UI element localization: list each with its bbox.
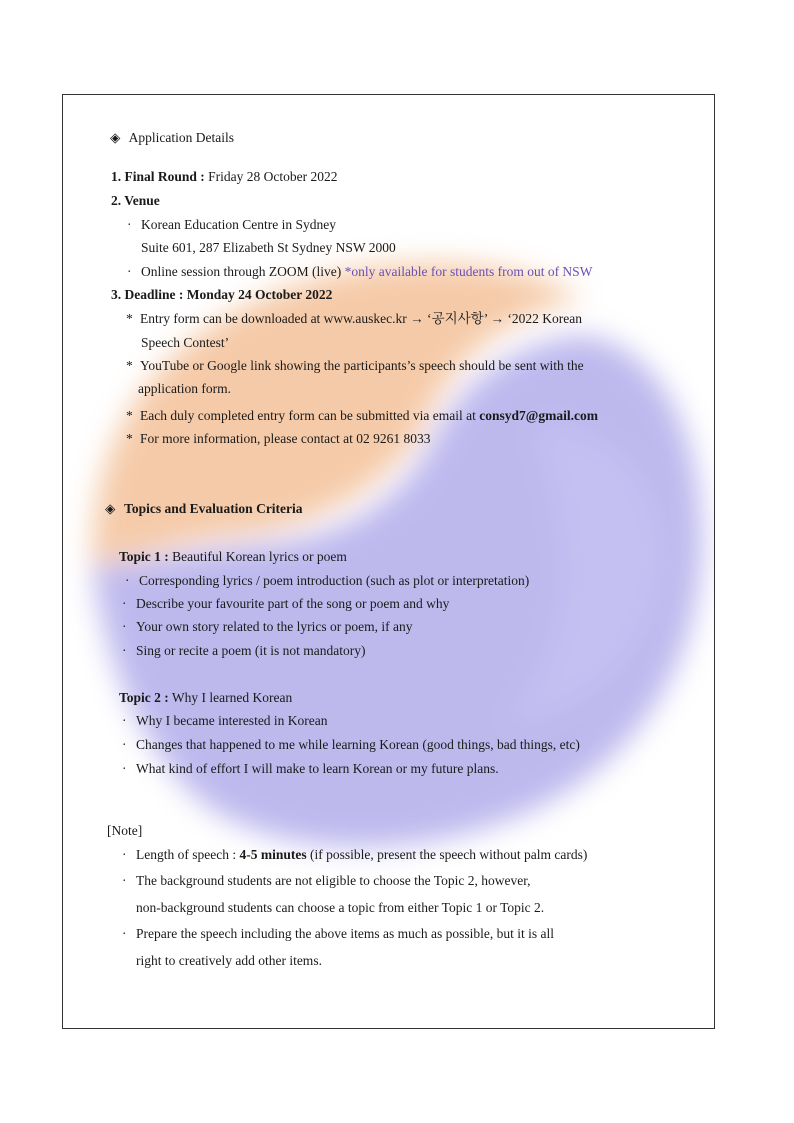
topics-section-heading: ◈ Topics and Evaluation Criteria [105,501,303,516]
deadline-item: * Entry form can be downloaded at www.auskec.kr → ‘공지사항’ → ‘2022 Korean [126,311,583,326]
topic1-item: · Your own story related to the lyrics or poem, if any [122,619,413,634]
topic2-item: · What kind of effort I will make to learn Korean or my future plans. [122,761,499,776]
topic2-item: · Why I became interested in Korean [122,713,328,728]
note-heading: [Note] [107,823,143,838]
note-item-cont: right to creatively add other items. [136,953,322,968]
deadline-item: * Each duly completed entry form can be submitted via email at consyd7@gmail.com [126,408,598,423]
venue-address: Suite 601, 287 Elizabeth St Sydney NSW 2000 [141,240,396,255]
contact-email: consyd7@gmail.com [479,408,598,423]
topic2-item: · Changes that happened to me while learning Korean (good things, bad things, etc) [122,737,580,752]
diamond-icon: ◈ [105,501,116,516]
note-item: · Length of speech : 4-5 minutes (if possible, present the speech without palm cards) [122,847,588,862]
application-section-heading: ◈ Application Details [110,130,234,145]
deadline-item-cont: Speech Contest’ [141,335,230,350]
deadline-line: 3. Deadline : Monday 24 October 2022 [111,287,333,302]
note-item-cont: non-background students can choose a topic from either Topic 1 or Topic 2. [136,900,545,915]
topic2-heading: Topic 2 : Why I learned Korean [119,690,293,705]
deadline-item: * For more information, please contact at 02 9261 8033 [126,431,431,446]
note-item: · Prepare the speech including the above items as much as possible, but it is all [122,926,555,941]
topic1-item: · Sing or recite a poem (it is not mandatory) [122,643,366,658]
deadline-item-cont: application form. [138,381,231,396]
venue-line: · Korean Education Centre in Sydney [127,217,336,232]
topic1-heading: Topic 1 : Beautiful Korean lyrics or poem [119,549,347,564]
final-round-line: 1. Final Round : Friday 28 October 2022 [111,169,338,184]
diamond-icon: ◈ [110,130,121,145]
deadline-item: * YouTube or Google link showing the participants’s speech should be sent with the [126,358,584,373]
online-session-line: · Online session through ZOOM (live) *only available for students from out of NSW [127,264,593,279]
venue-label: 2. Venue [111,193,160,208]
online-note: *only available for students from out of NSW [344,264,593,279]
document-frame [62,94,715,1029]
topic1-item: · Corresponding lyrics / poem introduction (such as plot or interpretation) [125,573,530,588]
note-item: · The background students are not eligible to choose the Topic 2, however, [122,873,531,888]
topic1-item: · Describe your favourite part of the song or poem and why [122,596,450,611]
